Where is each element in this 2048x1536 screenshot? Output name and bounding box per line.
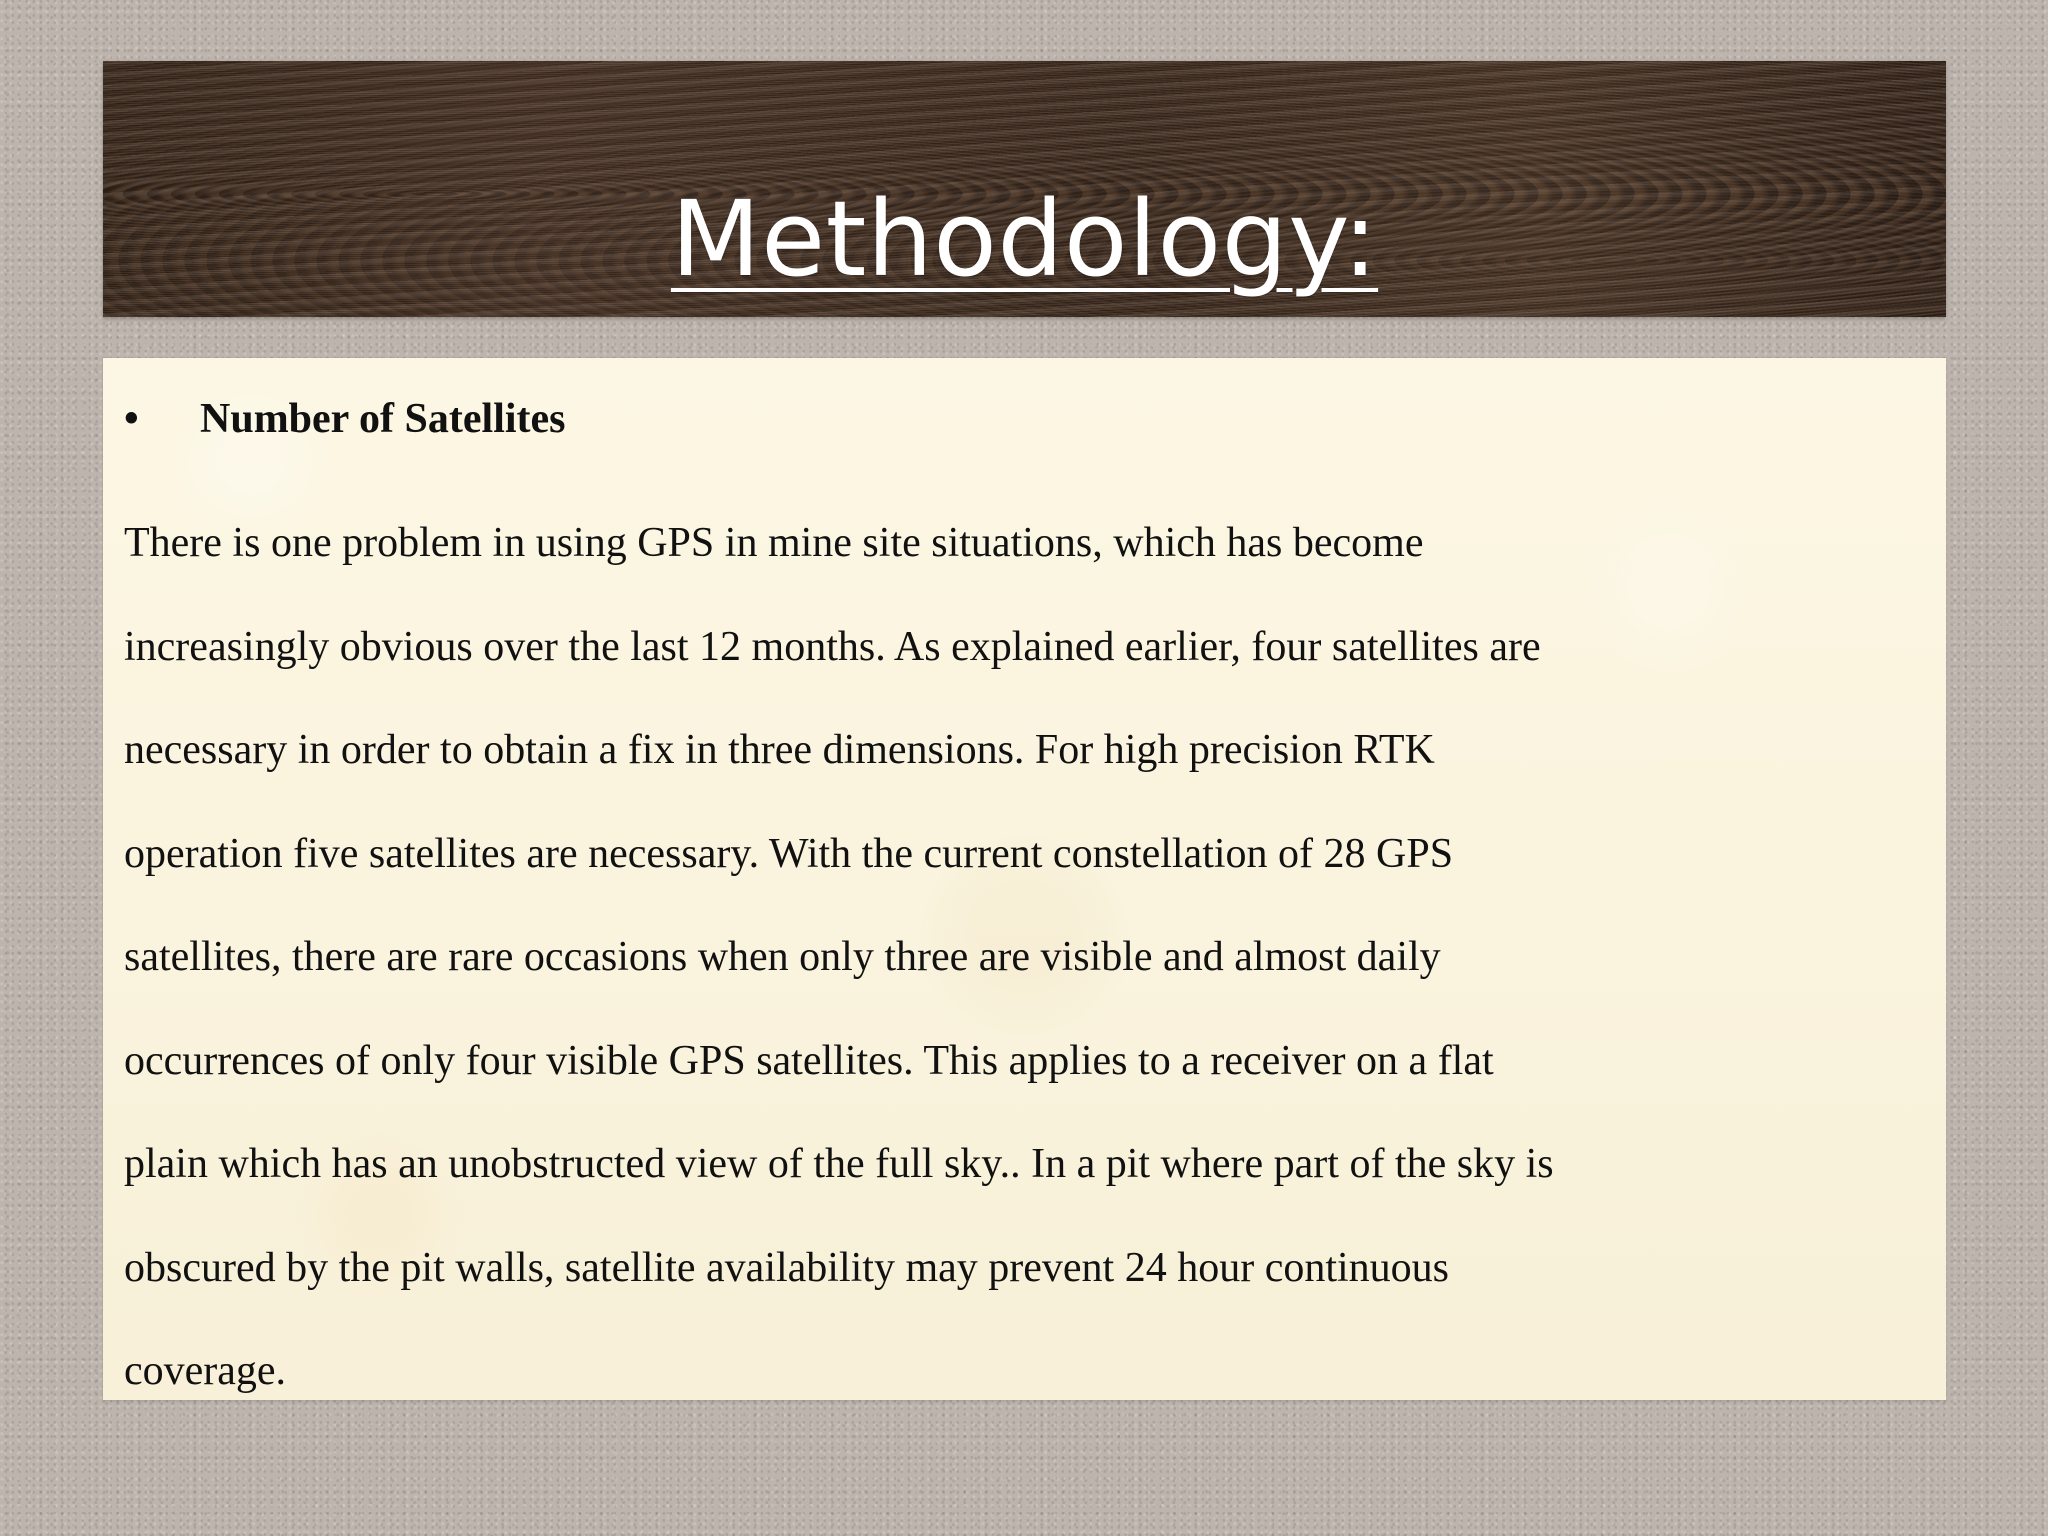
bullet-label: Number of Satellites — [200, 396, 566, 442]
paragraph-line: necessary in order to obtain a fix in three dimensions. For high precision RTK — [124, 727, 1435, 773]
paragraph-line: plain which has an unobstructed view of the full sky.. In a pit where part of the sky is — [124, 1141, 1554, 1187]
paragraph-line: There is one problem in using GPS in mine site situations, which has become — [124, 520, 1424, 566]
paragraph-line: increasingly obvious over the last 12 months. As explained earlier, four satellites are — [124, 623, 1541, 670]
bullet-point — [124, 396, 566, 442]
slide-title: Methodology: — [670, 178, 1379, 300]
paragraph-line: satellites, there are rare occasions when only three are visible and almost daily — [124, 934, 1441, 980]
content-panel — [103, 358, 1946, 1400]
paragraph-line: obscured by the pit walls, satellite availability may prevent 24 hour continuous — [124, 1244, 1450, 1291]
body-paragraph — [124, 492, 1844, 1400]
paragraph-line: occurrences of only four visible GPS satellites. This applies to a receiver on a flat — [124, 1037, 1494, 1084]
paragraph-line: coverage. — [124, 1348, 287, 1394]
bullet-icon: • — [124, 396, 139, 442]
paragraph-line: operation five satellites are necessary. With the current constellation of 28 GPS — [124, 830, 1454, 877]
title-banner — [103, 61, 1946, 317]
